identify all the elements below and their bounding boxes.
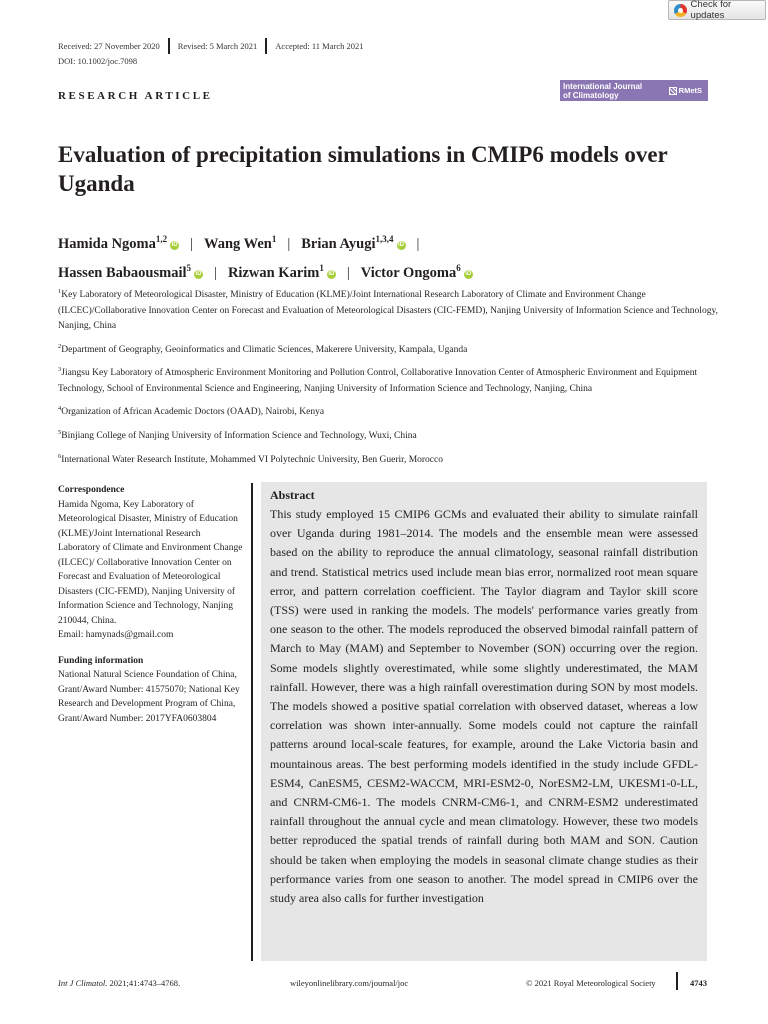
author-separator: | (214, 264, 217, 281)
affiliation-marker: 1 (58, 288, 62, 295)
history-dates (58, 38, 364, 54)
copyright: © 2021 Royal Meteorological Society (526, 978, 656, 988)
author-list (58, 227, 718, 285)
page-number: 4743 (690, 978, 707, 988)
divider (265, 38, 267, 54)
author-affiliation-marker: 6 (456, 262, 461, 273)
affiliation (58, 339, 718, 359)
journal-url[interactable]: wileyonlinelibrary.com/journal/joc (290, 978, 409, 988)
affiliation-list (58, 284, 718, 472)
affiliation-marker: 5 (58, 429, 62, 437)
revised-date: Revised: 5 March 2021 (177, 41, 258, 51)
orcid-icon[interactable]: iD (171, 241, 178, 248)
affiliation-marker: 3 (58, 366, 62, 374)
author[interactable] (204, 236, 276, 252)
journal-name-line2: of Climatology (563, 90, 619, 100)
accepted-date: Accepted: 11 March 2021 (275, 41, 364, 51)
author-separator: | (416, 235, 420, 252)
orcid-icon[interactable]: iD (195, 270, 202, 277)
divider (168, 38, 170, 54)
affiliation-marker: 6 (58, 452, 62, 460)
abstract-heading: Abstract (270, 488, 315, 502)
funding-text: National Natural Science Foundation of China, Grant/Award Number: 41575070; National Key Research and Development Program of China, Grant/Award Number: 2017YFA0603804 (58, 670, 240, 724)
doi[interactable]: DOI: 10.1002/joc.7098 (58, 56, 138, 66)
footer-divider (676, 972, 678, 990)
journal-badge[interactable] (560, 80, 708, 101)
author-name: Hamida Ngoma (58, 235, 156, 252)
affiliation-text: Key Laboratory of Meteorological Disaster, Ministry of Education (KLME)/Joint International Research Laboratory of Climate and Environment Change (ILCEC)/Collaborative Innovation Center on Forecast and Evaluation of Meteorological Disasters (CIC-FEMD), Nanjing University of Information Science and Technology, Nanjing, China (58, 290, 718, 332)
paper-title: Evaluation of precipitation simulations in CMIP6 models over Uganda (58, 142, 668, 196)
article-type: RESEARCH ARTICLE (58, 90, 213, 102)
correspondence-heading: Correspondence (58, 485, 125, 495)
received-date: Received: 27 November 2020 (58, 41, 160, 51)
journal-abbreviation: Int J Climatol. (58, 978, 108, 988)
affiliation-marker: 4 (58, 405, 62, 413)
affiliation (58, 401, 718, 421)
author-affiliation-marker: 1,2 (155, 234, 168, 244)
author-separator: | (287, 235, 291, 252)
affiliation (58, 362, 718, 397)
check-updates-label: Check for updates (690, 0, 732, 21)
author-name: Victor Ongoma (360, 264, 457, 281)
author-separator: | (190, 235, 194, 252)
author-affiliation-marker: 5 (186, 262, 192, 273)
citation-details: 2021;41:4743–4768. (109, 978, 181, 988)
author-name: Hassen Babaousmail (58, 264, 187, 281)
affiliation-marker: 2 (58, 342, 62, 350)
journal-name (560, 82, 669, 100)
author[interactable] (58, 236, 179, 252)
journal-name-line1: International Journal (563, 81, 643, 91)
funding-block (58, 654, 244, 727)
rmets-mark-icon (669, 87, 677, 95)
author-affiliation-marker: 1 (319, 262, 324, 273)
orcid-icon[interactable]: iD (398, 241, 405, 248)
orcid-icon[interactable]: iD (328, 270, 335, 277)
page-footer (58, 978, 708, 988)
article-sidebar (58, 483, 244, 737)
check-for-updates-button[interactable] (668, 0, 766, 20)
rmets-logo (669, 86, 708, 95)
correspondence-text: Hamida Ngoma, Key Laboratory of Meteorological Disaster, Ministry of Education (KLME)/Joint International Research Laboratory of Climate and Environment Change (ILCEC)/ Collaborative Innovation Center on Forecast and Evaluation of Meteorological Disasters (CIC-FEMD), Nanjing University of Information Science and Technology, Nanjing 210044, China. (58, 499, 243, 626)
author-affiliation-marker: 1 (271, 234, 277, 244)
author[interactable] (360, 262, 473, 281)
author[interactable] (227, 262, 336, 281)
footer-citation (58, 978, 180, 988)
column-divider (251, 483, 253, 961)
author-separator: | (346, 264, 350, 281)
affiliation (58, 449, 718, 469)
funding-heading: Funding information (58, 655, 144, 666)
affiliation-text: Jiangsu Key Laboratory of Atmospheric Environment Monitoring and Pollution Control, Collaborative Innovation Center of Atmospheric Environment and Equipment Technology, School of Environmental Science and Engineering, Nanjing University of Information Science and Technology, Nanjing, China (58, 368, 698, 394)
affiliation-text: International Water Research Institute, Mohammed VI Polytechnic University, Ben Guerir, Morocco (61, 454, 443, 465)
abstract-box (261, 482, 707, 961)
author-name: Brian Ayugi (301, 235, 376, 252)
affiliation-text: Organization of African Academic Doctors (OAAD), Nairobi, Kenya (61, 407, 325, 418)
affiliation-text: Binjiang College of Nanjing University of Information Science and Technology, Wuxi, China (61, 431, 417, 442)
correspondence-block (58, 483, 244, 643)
correspondence-email[interactable]: Email: hamynads@gmail.com (58, 630, 174, 640)
author[interactable] (58, 262, 203, 281)
author-affiliation-marker: 1,3,4 (375, 234, 394, 244)
crossmark-icon (674, 4, 687, 17)
rmets-label: RMetS (678, 86, 702, 95)
author[interactable] (301, 236, 405, 252)
affiliation-text: Department of Geography, Geoinformatics and Climatic Sciences, Makerere University, Kampala, Uganda (61, 344, 468, 355)
affiliation (58, 284, 718, 335)
author-name: Rizwan Karim (227, 264, 320, 281)
abstract-text: This study employed 15 CMIP6 GCMs and evaluated their ability to simulate rainfall over Uganda during 1981–2014. The models and the ensemble mean were assessed based on the ability to reproduce the annual climatology, seasonal rainfall distribution and trend. Statistical metrics used include mean bias error, normalized root mean square error, and pattern correlation coefficient. The Taylor diagram and Taylor skill score (TSS) were used in ranking the models. The models' performance varies greatly from one season to the other. The models reproduced the observed bimodal rainfall pattern of March to May (MAM) and September to November (SON) occurring over the region. Some models slightly overestimated, while some slightly underestimated, the MAM rainfall. However, there was a high rainfall overestimation during SON by most models. The models showed a positive spatial correlation with observed dataset, whereas a low correlation was shown inter-annually. Some models could not capture the rainfall patterns around local-scale features, for example, around the Lake Victoria basin and mountainous areas. The best performing models identified in the study include GFDL-ESM4, CanESM5, CESM2-WACCM, MRI-ESM2-0, NorESM2-LM, UKESM1-0-LL, and CNRM-CM6-1. The models CNRM-CM6-1, and CNRM-ESM2 underestimated rainfall throughout the annual cycle and mean climatology. However, these two models better reproduced the spatial trends of rainfall during both MAM and SON. Caution should be taken when employing the models in seasonal climate change studies as their performance varies from one season to another. The model spread in CMIP6 over the study area also calls for further investigation (270, 507, 698, 906)
orcid-icon[interactable]: iD (465, 270, 472, 277)
affiliation (58, 425, 718, 445)
author-name: Wang Wen (204, 235, 272, 252)
